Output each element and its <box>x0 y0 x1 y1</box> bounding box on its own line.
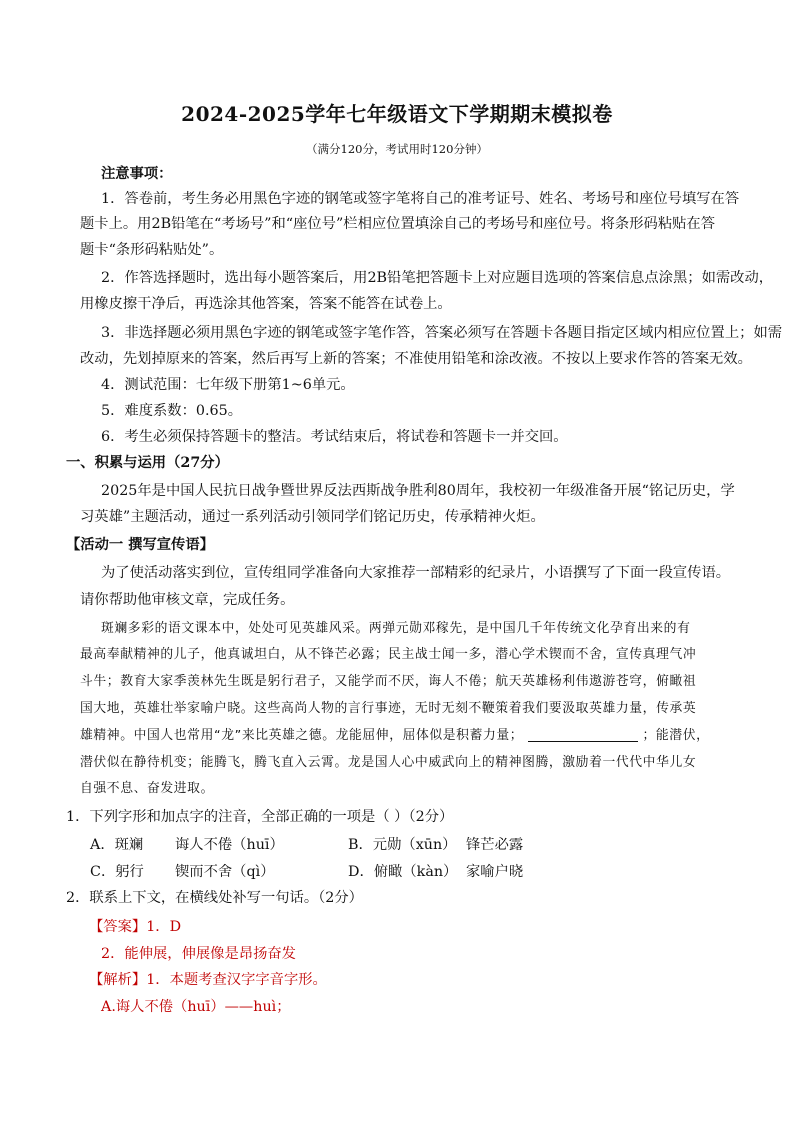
option-c-letter: C．躬行 <box>90 864 144 880</box>
notice-line: 题卡“条形码粘贴处”。 <box>80 242 224 258</box>
option-b-letter: B．元勋（xūn） <box>348 837 457 853</box>
option-d-text: 家喻户晓 <box>466 864 524 880</box>
passage-line: 潜伏似在静待机变；能腾飞，腾飞直入云霄。龙是国人心中威武向上的精神图腾，激励着一代代中华儿女 <box>80 755 697 770</box>
answer-line <box>89 918 181 936</box>
option-b-text: 锋芒必露 <box>466 837 524 853</box>
activity-title: 【活动一 撰写宣传语】 <box>66 537 214 553</box>
analysis-line <box>89 971 327 989</box>
passage-text: ；能潜伏， <box>642 728 710 743</box>
intro-line: 习英雄”主题活动，通过一系列活动引领同学们铭记历史，传承精神火炬。 <box>80 509 545 525</box>
passage-line: 斑斓多彩的语文课本中，处处可见英雄风采。两弹元勋邓稼先，是中国几千年传统文化孕育出来的有 <box>101 621 691 636</box>
notice-line: 题卡上。用2B铅笔在“考场号”和“座位号”栏相应位置填涂自己的考场号和座位号。将条形码粘贴在答 <box>80 216 716 232</box>
notice-line: 3．非选择题必须用黑色字迹的钢笔或签字笔作答，答案必须写在答题卡各题目指定区域内相应位置上；如需 <box>101 325 783 341</box>
activity-text: 请你帮助他审核文章，完成任务。 <box>80 592 295 608</box>
activity-text: 为了使活动落实到位，宣传组同学准备向大家推荐一部精彩的纪录片，小语撰写了下面一段宣传语。 <box>101 565 731 581</box>
answer-1: 1．D <box>146 919 182 935</box>
analysis-text: 1．本题考查汉字字音字形。 <box>146 972 327 988</box>
fill-blank <box>528 727 638 742</box>
notice-line: 用橡皮擦干净后，再选涂其他答案，答案不能答在试卷上。 <box>80 296 452 312</box>
notice-line: 改动，先划掉原来的答案，然后再写上新的答案；不准使用铅笔和涂改液。不按以上要求作答的答案无效。 <box>80 351 752 367</box>
answer-2: 2．能伸展，伸展像是昂扬奋发 <box>101 946 296 962</box>
option-d-letter: D．俯瞰（kàn） <box>348 864 458 880</box>
notice-line: 2．作答选择题时，选出每小题答案后，用2B铅笔把答题卡上对应题目选项的答案信息点涂黑；如需改动， <box>101 270 774 286</box>
analysis-tag: 【解析】 <box>89 972 147 988</box>
notice-heading: 注意事项： <box>101 166 173 182</box>
analysis-line-2: A.诲人不倦（huī）——huì； <box>101 999 291 1015</box>
notice-line: 4．测试范围：七年级下册第1~6单元。 <box>101 377 355 393</box>
passage-line: 国大地，英雄壮举家喻户晓。这些高尚人物的言行事迹，无时无刻不鞭策着我们要汲取英雄力量，传承英 <box>80 701 697 716</box>
intro-line: 2025年是中国人民抗日战争暨世界反法西斯战争胜利80周年，我校初一年级准备开展“铭记历史，学 <box>101 483 735 499</box>
option-a-letter: A．斑斓 <box>90 837 144 853</box>
page-title: 2024-2025学年七年级语文下学期期末模拟卷 <box>181 102 613 126</box>
notice-line: 5．难度系数：0.65。 <box>101 403 243 419</box>
notice-line: 6．考生必须保持答题卡的整洁。考试结束后，将试卷和答题卡一并交回。 <box>101 429 568 445</box>
option-a-text: 诲人不倦（huī） <box>175 837 284 853</box>
passage-line: 最高奉献精神的儿子，他真诚坦白，从不锋芒必露；民主战士闻一多，潜心学术锲而不舍，宣传真理气冲 <box>80 647 697 662</box>
question-2-stem: 2．联系上下文，在横线处补写一句话。（2分） <box>66 890 363 906</box>
answer-tag: 【答案】 <box>89 919 147 935</box>
passage-line: 自强不息、奋发进取。 <box>80 781 214 796</box>
notice-line: 1．答卷前，考生务必用黑色字迹的钢笔或签字笔将自己的准考证号、姓名、考场号和座位号填写在答 <box>101 191 740 207</box>
question-1-stem: 1．下列字形和加点字的注音，全部正确的一项是（ ）（2分） <box>66 809 454 825</box>
passage-text: 雄精神。中国人也常用“龙”来比英雄之德。龙能屈伸，屈体似是积蓄力量； <box>80 728 524 743</box>
page-subtitle: （满分120分，考试用时120分钟） <box>306 142 488 156</box>
option-c-text: 锲而不舍（qì） <box>175 864 275 880</box>
passage-line: 斗牛；教育大家季羡林先生既是躬行君子，又能学而不厌，诲人不倦；航天英雄杨利伟遨游苍穹，俯瞰祖 <box>80 674 697 689</box>
passage-line-with-blank <box>80 727 710 745</box>
section-heading: 一、积累与运用（27分） <box>66 455 229 471</box>
